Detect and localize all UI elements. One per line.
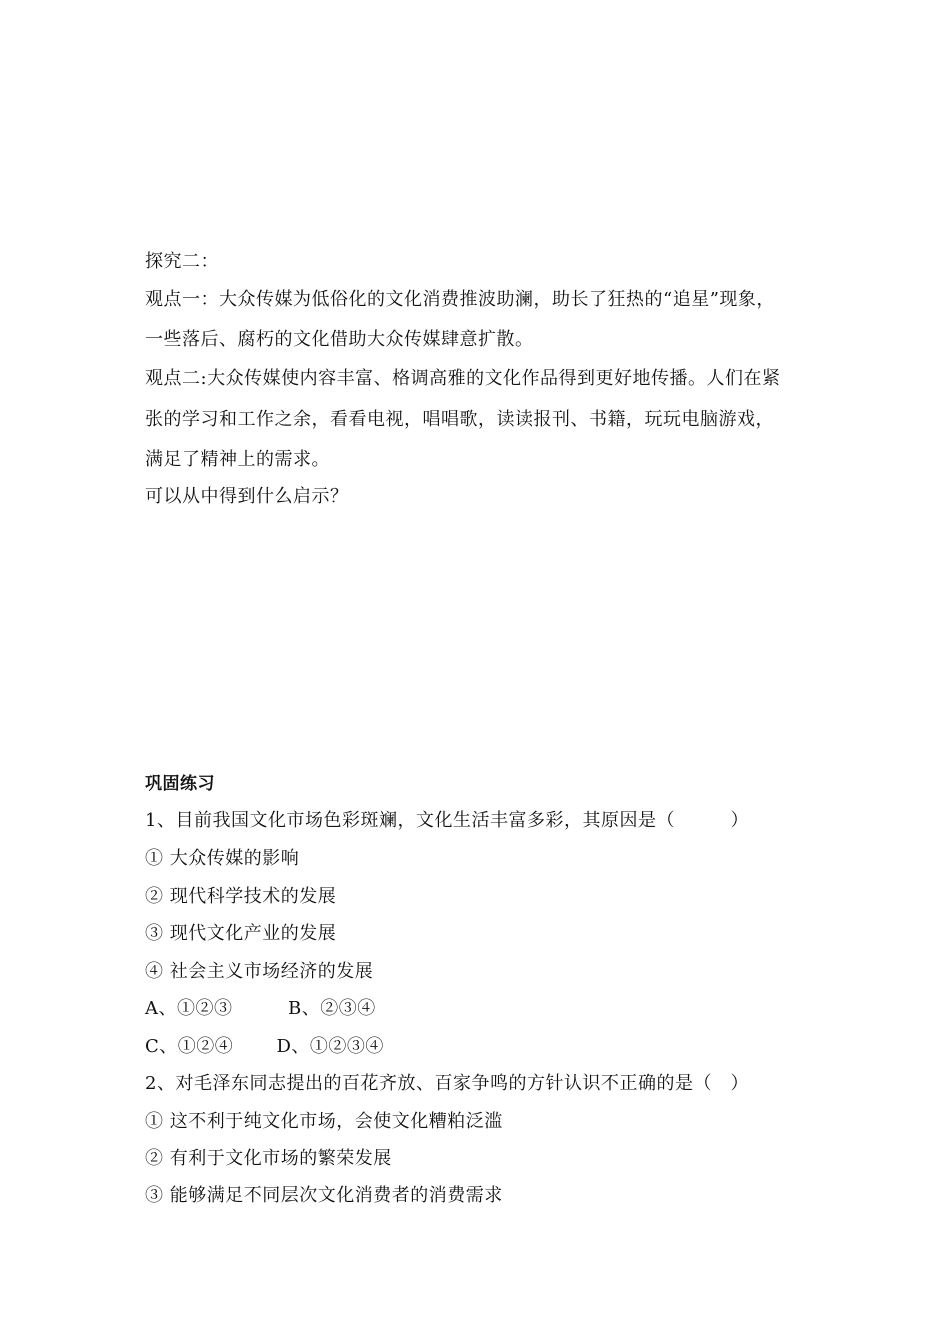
q1-item-3: ③ 现代文化产业的发展 <box>145 923 337 944</box>
q2-stem: 2、对毛泽东同志提出的百花齐放、百家争鸣的方针认识不正确的是（ ） <box>145 1073 749 1094</box>
q2-item-1: ① 这不利于纯文化市场，会使文化糟粕泛滥 <box>145 1111 503 1132</box>
inquiry-question: 可以从中得到什么启示？ <box>145 486 349 507</box>
view2-line1: 观点二:大众传媒使内容丰富、格调高雅的文化作品得到更好地传播。人们在紧 <box>145 368 781 389</box>
q1-options-row2: C、①②④ D、①②③④ <box>145 1036 384 1057</box>
q1-item-1: ① 大众传媒的影响 <box>145 848 300 869</box>
inquiry-heading: 探究二： <box>145 251 219 272</box>
q2-item-3: ③ 能够满足不同层次文化消费者的消费需求 <box>145 1185 503 1206</box>
view1-line1: 观点一：大众传媒为低俗化的文化消费推波助澜，助长了狂热的“追星”现象， <box>145 289 775 310</box>
view2-line3: 满足了精神上的需求。 <box>145 449 330 470</box>
practice-heading: 巩固练习 <box>145 774 215 794</box>
view2-line2: 张的学习和工作之余，看看电视，唱唱歌，读读报刊、书籍，玩玩电脑游戏， <box>145 409 774 430</box>
view1-line2: 一些落后、腐朽的文化借助大众传媒肆意扩散。 <box>145 329 534 350</box>
q1-options-row1: A、①②③ B、②③④ <box>145 998 376 1019</box>
q1-item-2: ② 现代科学技术的发展 <box>145 886 337 907</box>
q1-item-4: ④ 社会主义市场经济的发展 <box>145 961 374 982</box>
q2-item-2: ② 有利于文化市场的繁荣发展 <box>145 1148 392 1169</box>
q1-stem: 1、目前我国文化市场色彩斑斓，文化生活丰富多彩，其原因是（ ） <box>145 810 749 831</box>
